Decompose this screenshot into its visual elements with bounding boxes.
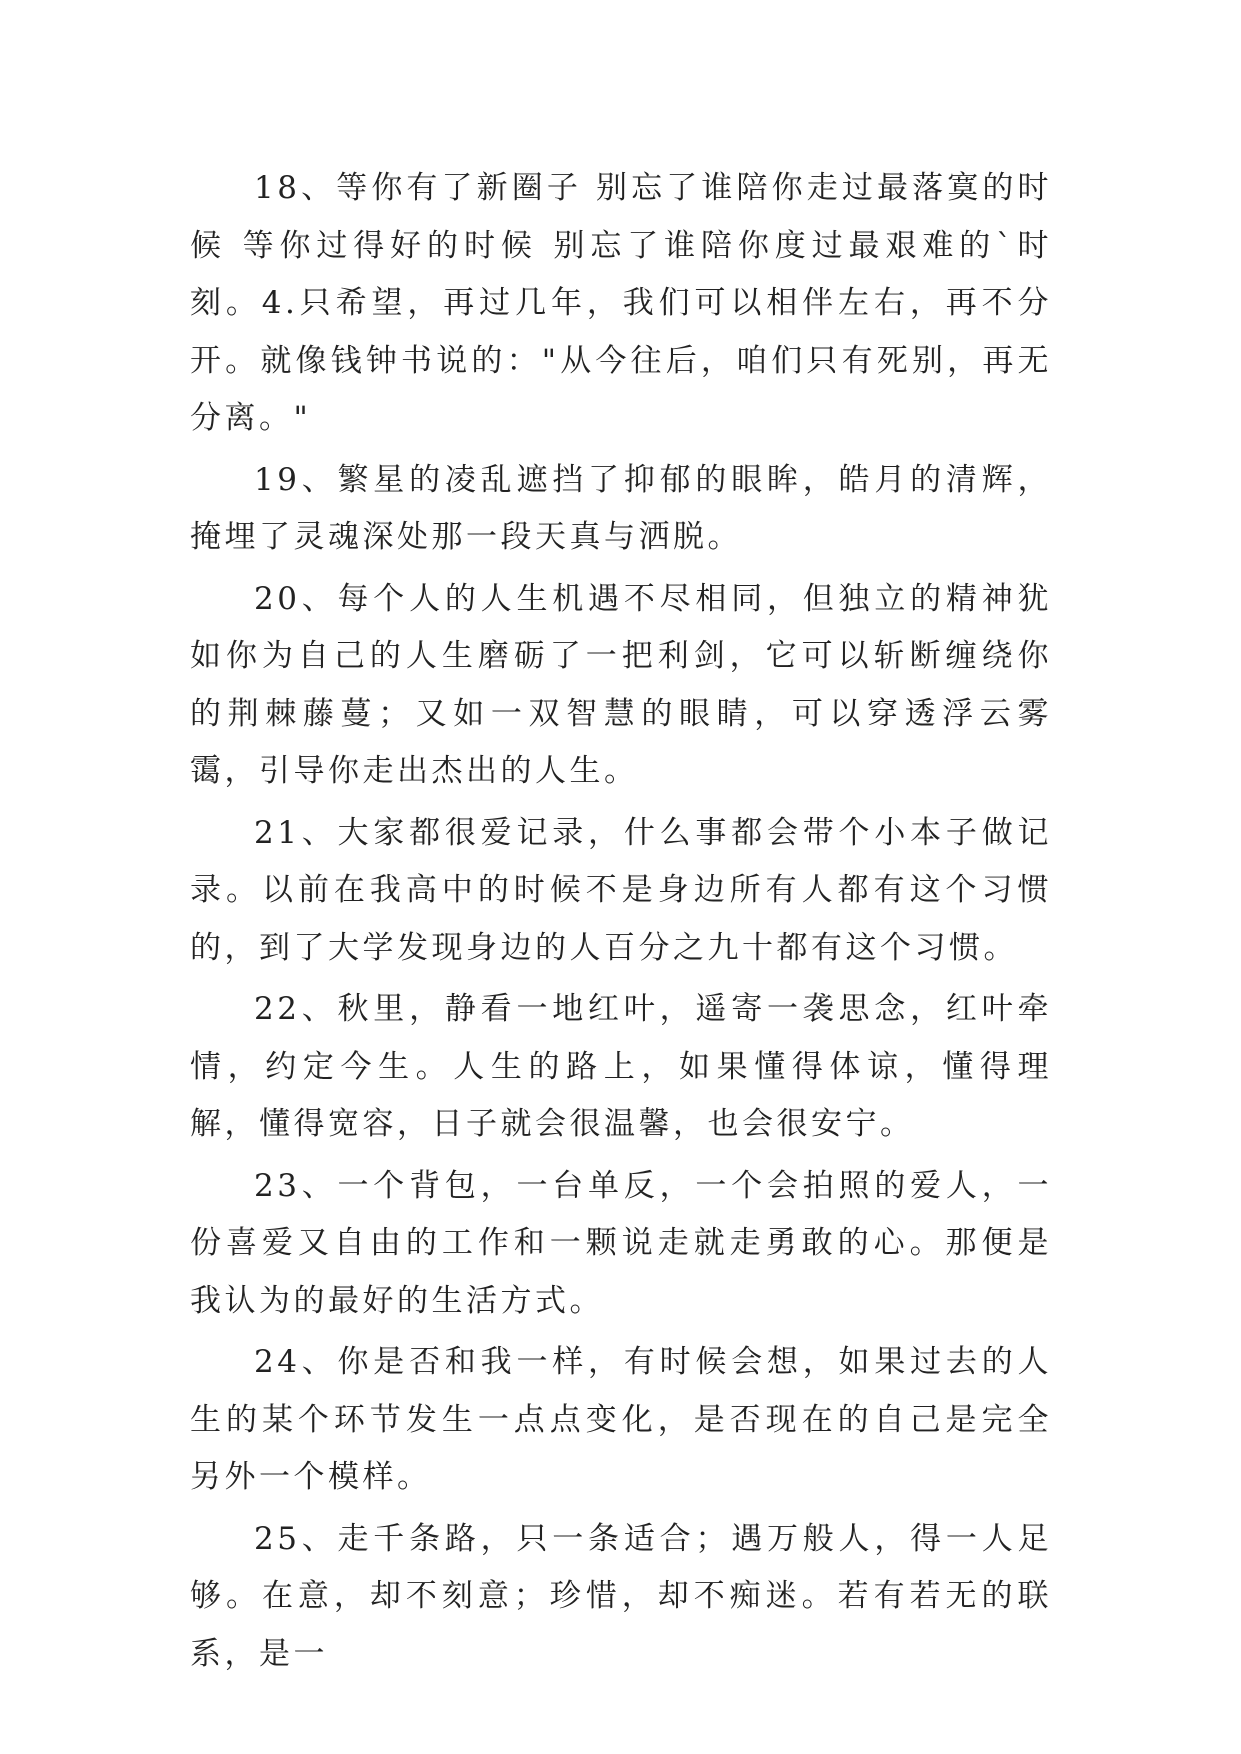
paragraph-23: 23、一个背包，一台单反，一个会拍照的爱人，一份喜爱又自由的工作和一颗说走就走勇敢的心。那便是我认为的最好的生活方式。: [190, 1167, 1052, 1319]
paragraph-21: 21、大家都很爱记录，什么事都会带个小本子做记录。以前在我高中的时候不是身边所有人都有这个习惯的，到了大学发现身边的人百分之九十都有这个习惯。: [190, 814, 1052, 966]
paragraph-18: 18、等你有了新圈子 别忘了谁陪你走过最落寞的时候 等你过得好的时候 别忘了谁陪你度过最艰难的`时刻。4.只希望，再过几年，我们可以相伴左右，再不分开。就像钱钟书说的："从今往后，咱们只有死别，再无分离。": [190, 170, 1052, 436]
paragraph-19: 19、繁星的凌乱遮挡了抑郁的眼眸，皓月的清辉，掩埋了灵魂深处那一段天真与洒脱。: [190, 461, 1052, 555]
paragraph-24: 24、你是否和我一样，有时候会想，如果过去的人生的某个环节发生一点点变化，是否现在的自己是完全另外一个模样。: [190, 1344, 1052, 1495]
paragraph-25: 25、走千条路，只一条适合；遇万般人，得一人足够。在意，却不刻意；珍惜，却不痴迷。若有若无的联系，是一: [190, 1520, 1052, 1672]
document-body: [190, 160, 1052, 1683]
paragraph-22: 22、秋里，静看一地红叶，遥寄一袭思念，红叶牵情，约定今生。人生的路上，如果懂得体谅，懂得理解，懂得宽容，日子就会很温馨，也会很安宁。: [190, 991, 1052, 1142]
paragraph-20: 20、每个人的人生机遇不尽相同，但独立的精神犹如你为自己的人生磨砺了一把利剑，它可以斩断缠绕你的荆棘藤蔓；又如一双智慧的眼睛，可以穿透浮云雾霭，引导你走出杰出的人生。: [190, 580, 1052, 789]
